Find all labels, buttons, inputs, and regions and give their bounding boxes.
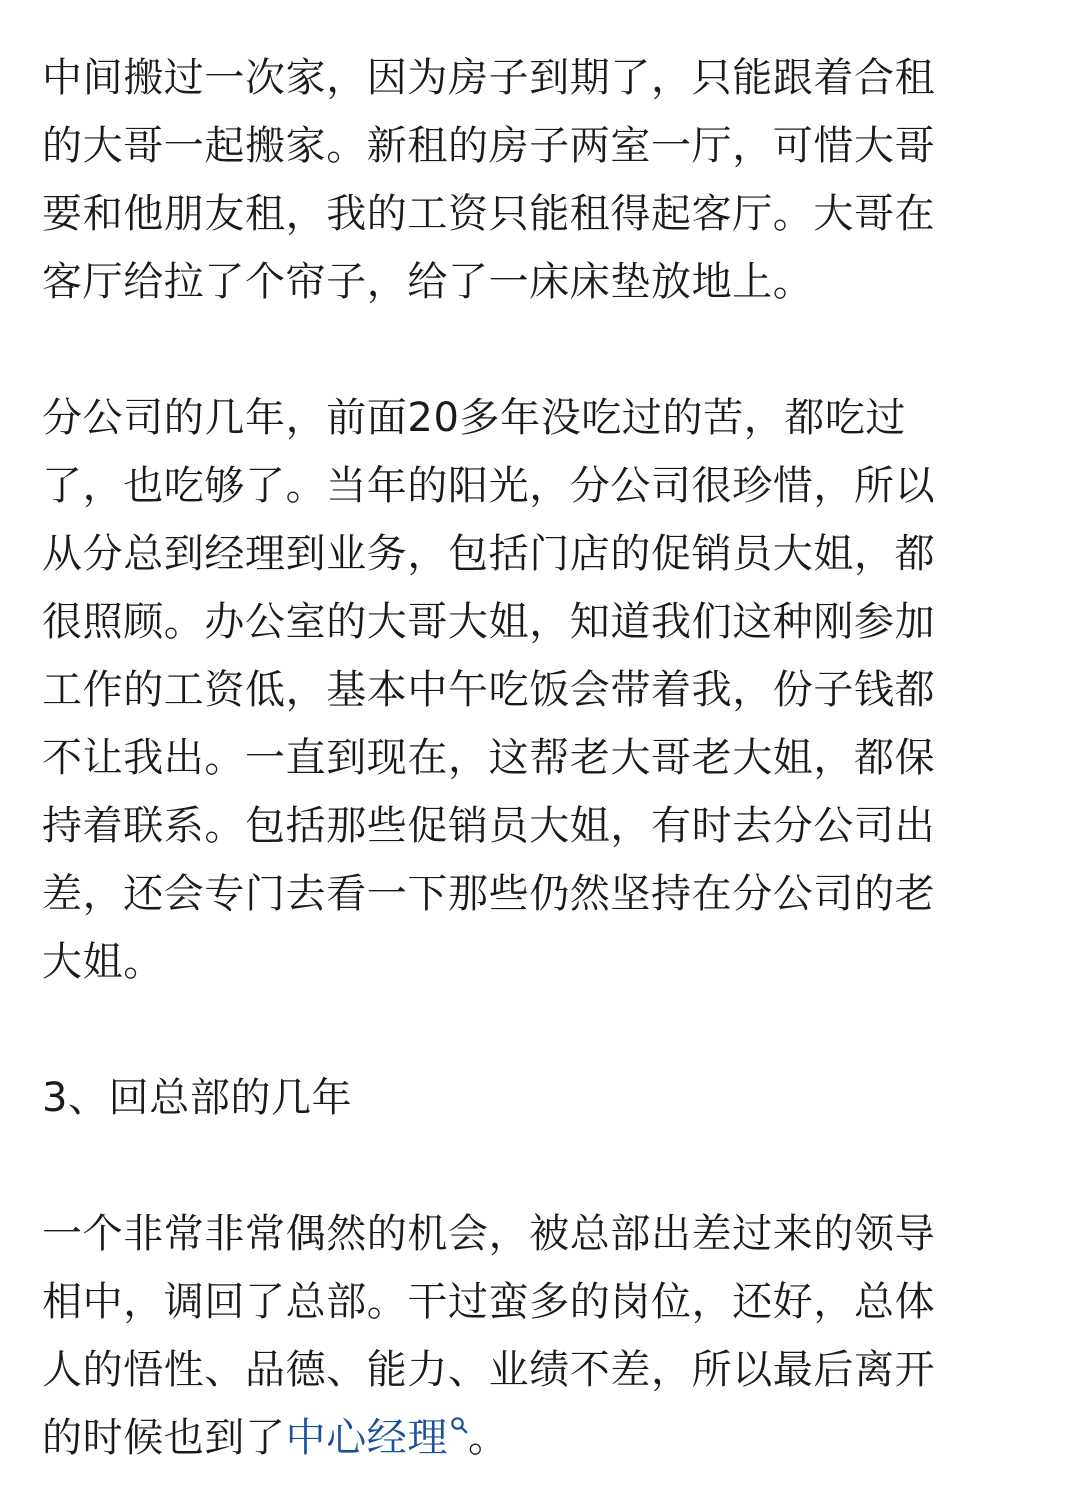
keyword-link-center-manager[interactable]	[286, 1415, 468, 1461]
text-line: 人的悟性、品德、能力、业绩不差，所以最后离开	[42, 1347, 936, 1393]
text-line: 中间搬过一次家，因为房子到期了，只能跟着合租	[42, 55, 936, 101]
text-line: 了，也吃够了。当年的阳光，分公司很珍惜，所以	[42, 463, 936, 509]
text-line: 客厅给拉了个帘子，给了一床床垫放地上。	[42, 259, 814, 305]
text-line: 一个非常非常偶然的机会，被总部出差过来的领导	[42, 1211, 936, 1257]
paragraph-headquarters	[42, 1200, 1032, 1472]
text-line: 相中，调回了总部。干过蛮多的岗位，还好，总体	[42, 1279, 936, 1325]
text-line: 持着联系。包括那些促销员大姐，有时去分公司出	[42, 803, 936, 849]
paragraph-branch-years	[42, 384, 1032, 996]
text-line: 工作的工资低，基本中午吃饭会带着我，份子钱都	[42, 667, 936, 713]
text-line: 很照顾。办公室的大哥大姐，知道我们这种刚参加	[42, 599, 936, 645]
text-line: 从分总到经理到业务，包括门店的促销员大姐，都	[42, 531, 936, 577]
text-line-with-link	[42, 1404, 1032, 1472]
text-line: 分公司的几年，前面20多年没吃过的苦，都吃过	[42, 395, 907, 441]
search-icon[interactable]	[450, 1416, 468, 1434]
text-segment: 的时候也到了	[42, 1415, 286, 1461]
text-line: 差，还会专门去看一下那些仍然坚持在分公司的老	[42, 871, 936, 917]
link-label[interactable]: 中心经理	[285, 1415, 449, 1461]
text-line: 不让我出。一直到现在，这帮老大哥老大姐，都保	[42, 735, 936, 781]
text-line: 要和他朋友租，我的工资只能租得起客厅。大哥在	[42, 191, 936, 237]
paragraph-moving	[42, 44, 1032, 316]
text-line: 的大哥一起搬家。新租的房子两室一厅，可惜大哥	[42, 123, 936, 169]
text-line: 大姐。	[42, 939, 164, 985]
article-body	[42, 44, 1032, 1472]
section-heading: 3、回总部的几年	[42, 1075, 353, 1121]
text-segment: 。	[468, 1415, 509, 1461]
